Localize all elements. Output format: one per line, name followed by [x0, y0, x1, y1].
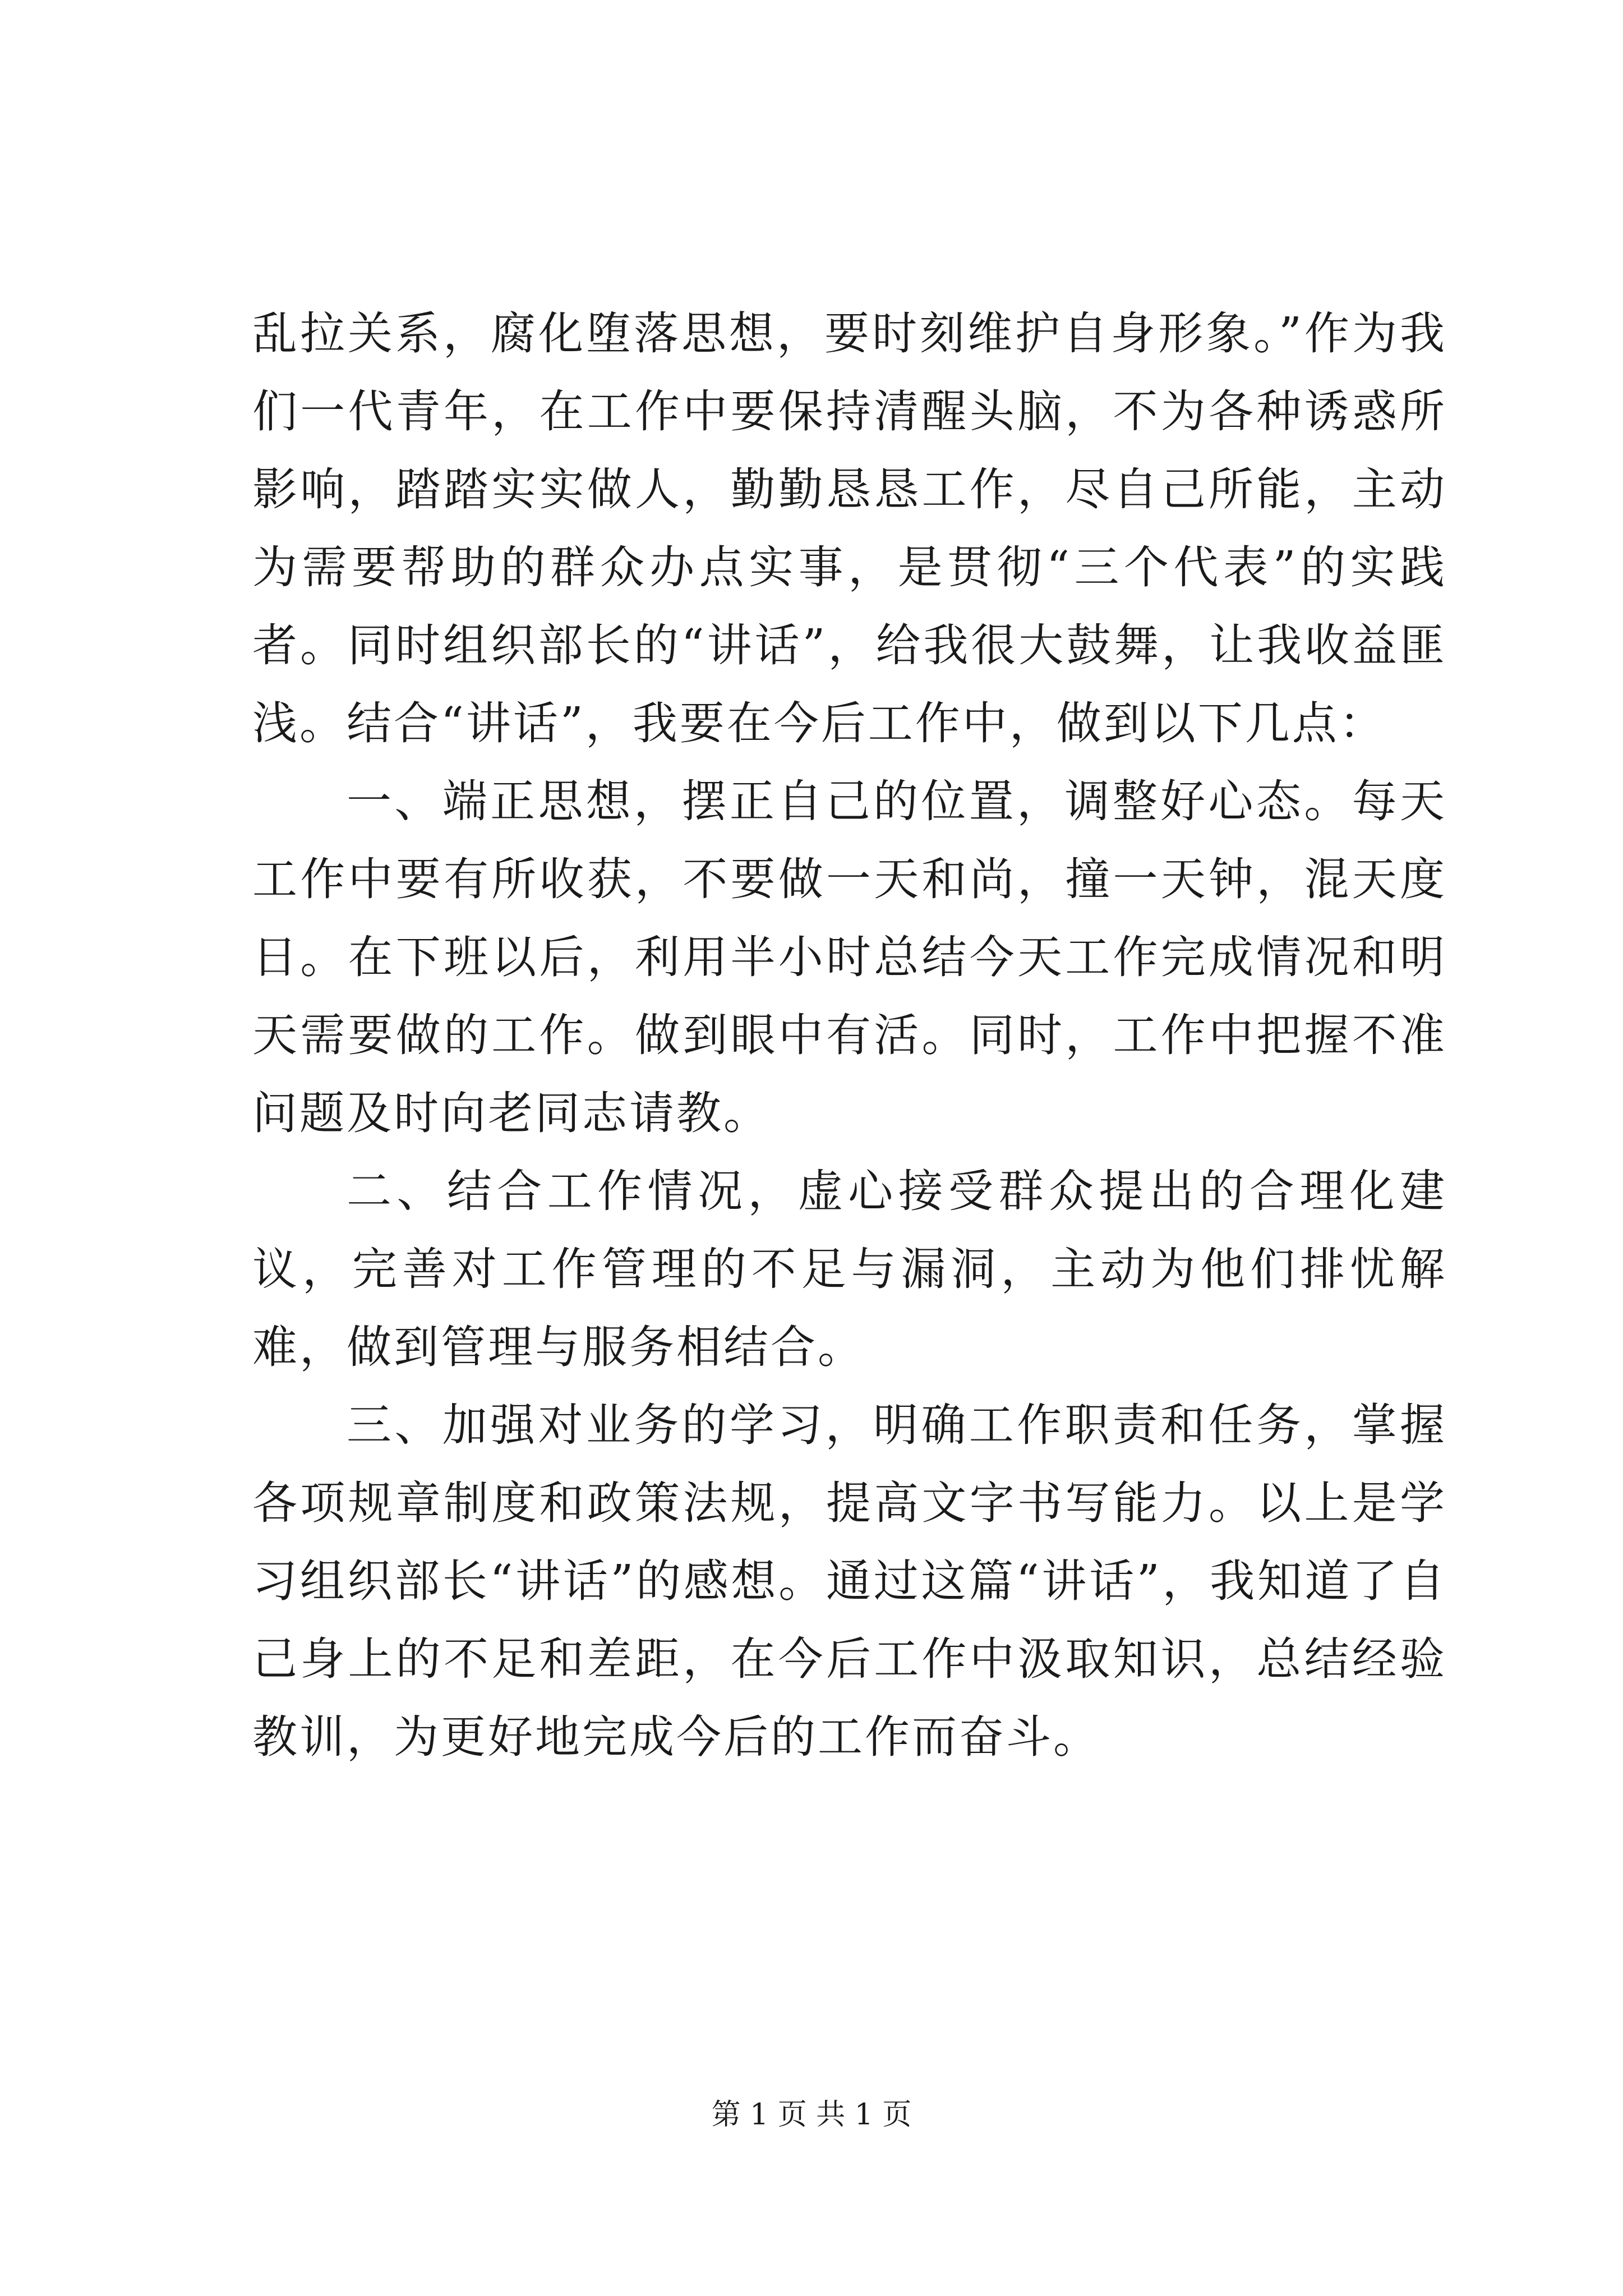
document-body [252, 295, 1447, 1776]
paragraph-point-two: 二、结合工作情况，虚心接受群众提出的合理化建议，完善对工作管理的不足与漏洞，主动为他们排忧解难，做到管理与服务相结合。 [252, 1165, 1447, 1373]
paragraph-point-three: 三、加强对业务的学习，明确工作职责和任务，掌握各项规章制度和政策法规，提高文字书写能力。以上是学习组织部长“讲话”的感想。通过这篇“讲话”，我知道了自己身上的不足和差距，在今后工作中汲取知识，总结经验教训，为更好地完成今后的工作而奋斗。 [252, 1399, 1447, 1763]
page-footer: 第 1 页 共 1 页 [711, 2098, 912, 2132]
paragraph-point-one: 一、端正思想，摆正自己的位置，调整好心态。每天工作中要有所收获，不要做一天和尚，撞一天钟，混天度日。在下班以后，利用半小时总结今天工作完成情况和明天需要做的工作。做到眼中有活。同时，工作中把握不准问题及时向老同志请教。 [252, 775, 1447, 1139]
paragraph-continuation: 乱拉关系，腐化堕落思想，要时刻维护自身形象。”作为我们一代青年，在工作中要保持清醒头脑，不为各种诱惑所影响，踏踏实实做人，勤勤恳恳工作，尽自己所能，主动为需要帮助的群众办点实事，是贯彻“三个代表”的实践者。同时组织部长的“讲话”，给我很大鼓舞，让我收益匪浅。结合“讲话”，我要在今后工作中，做到以下几点： [252, 307, 1447, 749]
